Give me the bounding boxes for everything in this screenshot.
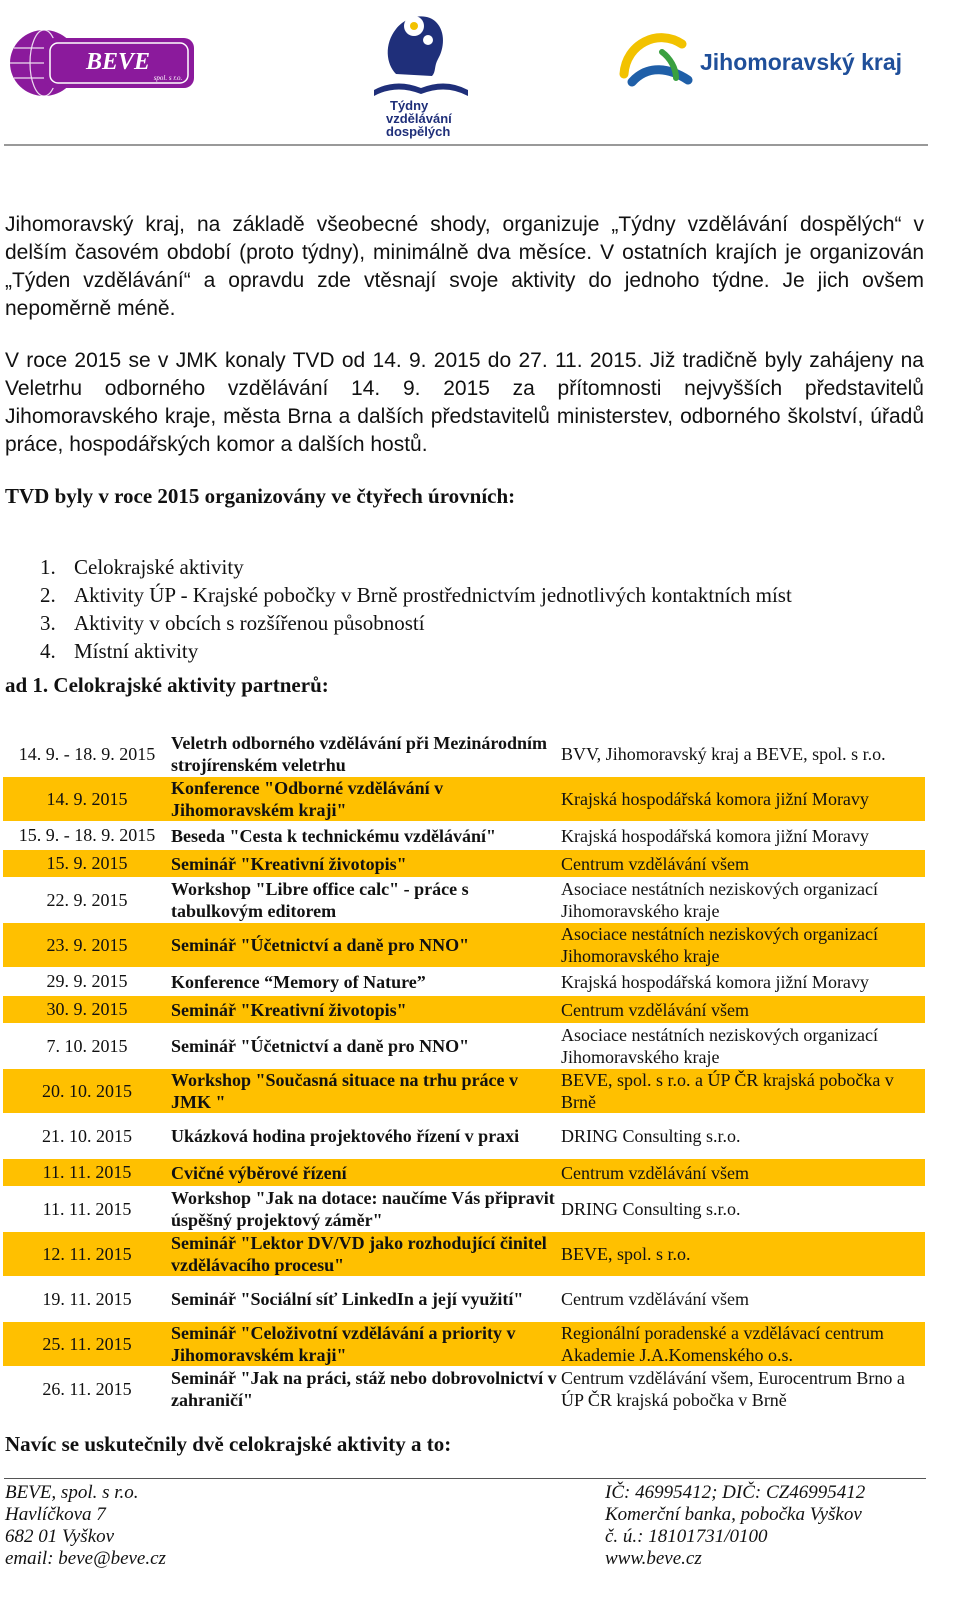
event-title: Workshop "Jak na dotace: naučíme Vás připravit úspěšný projektový záměr" (171, 1188, 555, 1230)
list-item (40, 637, 792, 665)
list-text: Aktivity ÚP - Krajské pobočky v Brně prostřednictvím jednotlivých kontaktních míst (74, 583, 792, 607)
event-date: 29. 9. 2015 (46, 971, 128, 991)
event-title: Seminář "Sociální síť LinkedIn a její využití" (171, 1289, 524, 1309)
event-organizer: BEVE, spol. s r.o. (561, 1244, 691, 1264)
event-organizer: Centrum vzdělávání všem (561, 1289, 749, 1309)
event-title: Konference "Odborné vzdělávání v Jihomoravském kraji" (171, 778, 444, 820)
levels-heading: TVD byly v roce 2015 organizovány ve čtyřech úrovních: (5, 484, 516, 508)
intro-paragraph-1: Jihomoravský kraj, na základě všeobecné shody, organizuje „Týdny vzdělávání dospělých“ v delším časovém období (proto týdny), minimálně dva měsíce. V ostatních krajích je organizován „Týden vzdělávání“ a opravdu zde vtěsnají svoje aktivity do jednoho týdne. Je jich ovšem nepoměrně méně. (5, 213, 924, 320)
table-row (3, 1232, 925, 1277)
event-date: 19. 11. 2015 (42, 1288, 132, 1309)
tvd-logo (366, 4, 476, 140)
table-row (3, 1322, 925, 1367)
event-organizer: Asociace nestátních neziskových organizací Jihomoravského kraje (561, 924, 879, 966)
list-item (40, 553, 792, 581)
event-date: 15. 9. 2015 (46, 853, 128, 873)
company-street: Havlíčkova 7 (5, 1504, 106, 1525)
table-row (3, 1187, 925, 1232)
list-text: Celokrajské aktivity (74, 555, 244, 579)
company-account: č. ú.: 18101731/0100 (605, 1526, 768, 1547)
list-text: Místní aktivity (74, 639, 199, 663)
tvd-logo-line2: vzdělávání (386, 111, 452, 126)
list-text: Aktivity v obcích s rozšířenou působností (74, 611, 425, 635)
event-date: 12. 11. 2015 (42, 1243, 132, 1264)
event-title: Seminář "Celoživotní vzdělávání a priority v Jihomoravském kraji" (171, 1323, 516, 1365)
event-date: 14. 9. 2015 (46, 788, 128, 809)
event-date: 21. 10. 2015 (42, 1125, 132, 1146)
section-heading: ad 1. Celokrajské aktivity partnerů: (5, 673, 329, 697)
table-row (3, 996, 925, 1024)
company-name: BEVE, spol. s r.o. (5, 1482, 139, 1503)
event-organizer: Krajská hospodářská komora jižní Moravy (561, 825, 869, 846)
event-organizer: Centrum vzdělávání všem (561, 1162, 749, 1183)
event-organizer: Krajská hospodářská komora jižní Moravy (561, 789, 869, 809)
event-organizer: Centrum vzdělávání všem (561, 999, 749, 1020)
table-row (3, 850, 925, 878)
event-organizer: BEVE, spol. s r.o. a ÚP ČR krajská pobočka v Brně (561, 1070, 894, 1112)
closing-heading: Navíc se uskutečnily dvě celokrajské aktivity a to: (5, 1432, 452, 1456)
list-item (40, 609, 792, 637)
company-ids: IČ: 46995412; DIČ: CZ46995412 (605, 1482, 866, 1503)
company-city: 682 01 Vyškov (5, 1526, 115, 1547)
table-row (3, 1024, 925, 1069)
company-website: www.beve.cz (605, 1548, 702, 1569)
event-date: 26. 11. 2015 (42, 1378, 132, 1399)
event-title: Seminář "Jak na práci, stáž nebo dobrovolnictví v zahraničí" (171, 1368, 557, 1410)
event-title: Seminář "Účetnictví a daně pro NNO" (171, 935, 470, 955)
table-row (3, 1277, 925, 1322)
tvd-logo-line3: dospělých (386, 124, 451, 139)
event-title: Seminář "Kreativní životopis" (171, 853, 407, 874)
table-row (3, 732, 925, 777)
levels-list (40, 553, 792, 665)
footer-right (605, 1482, 865, 1570)
table-row (3, 878, 925, 923)
event-title: Seminář "Lektor DV/VD jako rozhodující činitel vzdělávacího procesu" (171, 1233, 547, 1275)
beve-logo (8, 28, 196, 98)
jmk-logo (618, 24, 938, 94)
event-date: 23. 9. 2015 (46, 934, 128, 955)
company-bank: Komerční banka, pobočka Vyškov (605, 1504, 862, 1525)
events-table (3, 732, 925, 1412)
event-organizer: DRING Consulting s.r.o. (561, 1199, 741, 1219)
table-row (3, 1367, 925, 1412)
event-title: Ukázková hodina projektového řízení v praxi (171, 1126, 520, 1146)
event-organizer: Regionální poradenské a vzdělávací centrum Akademie J.A.Komenského o.s. (561, 1323, 884, 1365)
event-title: Veletrh odborného vzdělávání při Mezinárodním strojírenském veletrhu (171, 733, 548, 775)
jmk-logo-text: Jihomoravský kraj (700, 49, 903, 75)
event-date: 7. 10. 2015 (46, 1035, 128, 1056)
table-row (3, 1069, 925, 1114)
footer-left (5, 1482, 166, 1570)
event-organizer: Centrum vzdělávání všem (561, 853, 749, 874)
page-header (0, 0, 960, 150)
event-title: Seminář "Kreativní životopis" (171, 999, 407, 1020)
event-organizer: Centrum vzdělávání všem, Eurocentrum Brno a ÚP ČR krajská pobočka v Brně (561, 1368, 905, 1410)
table-row (3, 822, 925, 850)
intro-paragraph-2: V roce 2015 se v JMK konaly TVD od 14. 9. 2015 do 27. 11. 2015. Již tradičně byly zahájeny na Veletrhu odborného vzdělávání 14. 9. 2015 za přítomnosti nejvyšších představitelů Jihomoravského kraje, města Brna a dalších představitelů ministerstev, odborného školství, úřadů práce, hospodářských komor a dalších hostů. (5, 349, 924, 456)
list-item (40, 581, 792, 609)
event-date: 20. 10. 2015 (42, 1080, 132, 1101)
list-number: 4. (40, 639, 56, 663)
table-row (3, 1159, 925, 1187)
event-date: 15. 9. - 18. 9. 2015 (18, 825, 156, 845)
table-row (3, 1114, 925, 1159)
company-email: email: beve@beve.cz (5, 1548, 166, 1569)
table-row (3, 777, 925, 822)
event-date: 14. 9. - 18. 9. 2015 (18, 743, 156, 764)
event-organizer: Asociace nestátních neziskových organizací Jihomoravského kraje (561, 879, 879, 921)
table-row (3, 923, 925, 968)
list-number: 1. (40, 555, 56, 579)
beve-logo-subtext: spol. s r.o. (153, 74, 183, 82)
event-organizer: Krajská hospodářská komora jižní Moravy (561, 971, 869, 992)
table-row (3, 968, 925, 996)
list-number: 2. (40, 583, 56, 607)
event-organizer: BVV, Jihomoravský kraj a BEVE, spol. s r.o. (561, 744, 886, 764)
event-title: Workshop "Současná situace na trhu práce v JMK " (171, 1070, 519, 1112)
event-organizer: DRING Consulting s.r.o. (561, 1126, 741, 1146)
event-date: 25. 11. 2015 (42, 1333, 132, 1354)
event-title: Beseda "Cesta k technickému vzdělávání" (171, 825, 496, 846)
event-date: 11. 11. 2015 (42, 1198, 132, 1219)
event-title: Cvičné výběrové řízení (171, 1162, 347, 1183)
list-number: 3. (40, 611, 56, 635)
beve-logo-text: BEVE (85, 49, 151, 75)
event-title: Konference “Memory of Nature” (171, 971, 426, 992)
event-date: 30. 9. 2015 (46, 999, 128, 1019)
event-title: Workshop "Libre office calc" - práce s tabulkovým editorem (171, 879, 469, 921)
event-organizer: Asociace nestátních neziskových organizací Jihomoravského kraje (561, 1025, 879, 1067)
footer-divider (4, 1478, 926, 1479)
header-divider (4, 144, 928, 146)
event-date: 22. 9. 2015 (46, 889, 128, 910)
event-date: 11. 11. 2015 (42, 1162, 132, 1182)
tvd-logo-line1: Týdny (390, 98, 429, 113)
event-title: Seminář "Účetnictví a daně pro NNO" (171, 1036, 470, 1056)
